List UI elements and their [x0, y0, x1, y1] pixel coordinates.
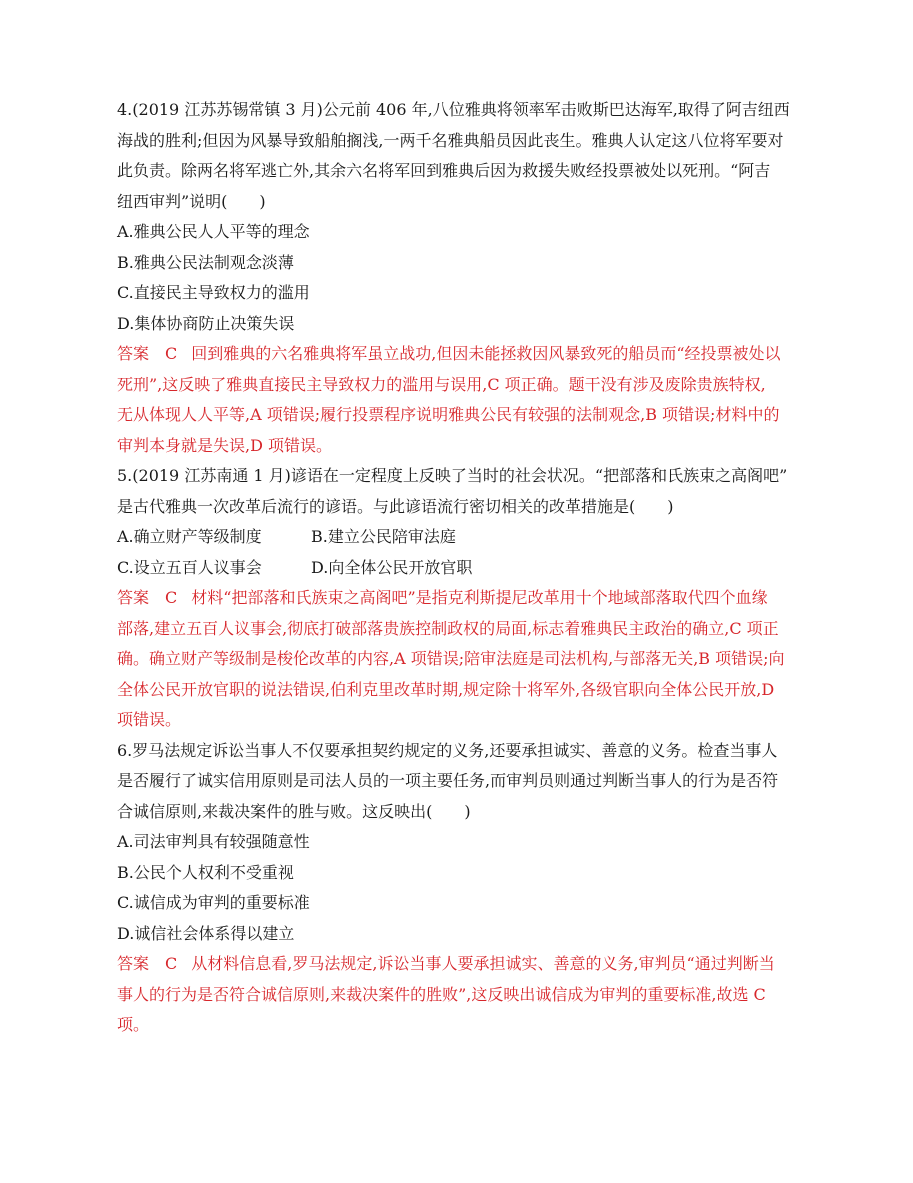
answer-explanation-line: 审判本身就是失误,D 项错误。: [117, 435, 333, 455]
option-a: A.雅典公民人人平等的理念: [117, 222, 310, 241]
option-a: A.确立财产等级制度: [117, 527, 262, 546]
answer-label: 答案: [117, 344, 150, 363]
answer-line: [117, 583, 797, 614]
answer-letter: C: [165, 344, 178, 363]
answer-line: [117, 949, 797, 980]
answer-explanation-line: 死刑”,这反映了雅典直接民主导致权力的滥用与误用,C 项正确。题干没有涉及废除贵族特权,: [117, 374, 766, 394]
option-row: [117, 522, 797, 553]
answer-explanation-line: 部落,建立五百人议事会,彻底打破部落贵族控制政权的局面,标志着雅典民主政治的确立,C 项正: [117, 618, 779, 638]
answer-explanation-line: 项。: [117, 1015, 150, 1034]
option-b: B.建立公民陪审法庭: [311, 527, 456, 546]
document-page: [117, 95, 797, 1041]
question-4-stem-line: 纽西审判”说明( ): [117, 191, 266, 211]
option-c: C.设立五百人议事会: [117, 557, 262, 577]
question-4: [117, 95, 797, 461]
answer-letter: C: [165, 954, 178, 973]
option-b: B.雅典公民法制观念淡薄: [117, 252, 294, 272]
answer-line: [117, 339, 797, 370]
answer-label: 答案: [117, 954, 150, 973]
question-5-stem-line: 5.(2019 江苏南通 1 月)谚语在一定程度上反映了当时的社会状况。“把部落和氏族束之高阁吧”: [117, 466, 788, 485]
question-6-stem-line: 是否履行了诚实信用原则是司法人员的一项主要任务,而审判员则通过判断当事人的行为是否符: [117, 771, 779, 790]
answer-explanation-line: 确。确立财产等级制是梭伦改革的内容,A 项错误;陪审法庭是司法机构,与部落无关,B 项错误;向: [117, 649, 785, 668]
option-b: B.公民个人权利不受重视: [117, 862, 294, 882]
option-d: D.集体协商防止决策失误: [117, 313, 295, 333]
question-5: [117, 461, 797, 736]
question-6-stem-line: 合诚信原则,来裁决案件的胜与败。这反映出( ): [117, 801, 471, 821]
option-d: D.诚信社会体系得以建立: [117, 923, 295, 943]
option-row: [117, 553, 797, 584]
question-5-stem-line: 是古代雅典一次改革后流行的谚语。与此谚语流行密切相关的改革措施是( ): [117, 496, 674, 516]
option-a: A.司法审判具有较强随意性: [117, 832, 310, 851]
answer-text: 材料“把部落和氏族束之高阁吧”是指克利斯提尼改革用十个地域部落取代四个血缘: [191, 588, 768, 607]
answer-explanation-line: 无从体现人人平等,A 项错误;履行投票程序说明雅典公民有较强的法制观念,B 项错误;材料中的: [117, 405, 780, 424]
answer-text: 回到雅典的六名雅典将军虽立战功,但因未能拯救因风暴致死的船员而“经投票被处以: [191, 344, 781, 363]
option-d: D.向全体公民开放官职: [311, 557, 473, 577]
answer-explanation-line: 事人的行为是否符合诚信原则,来裁决案件的胜败”,这反映出诚信成为审判的重要标准,故选 C: [117, 984, 766, 1004]
answer-explanation-line: 项错误。: [117, 710, 182, 729]
question-4-stem-line: 4.(2019 江苏苏锡常镇 3 月)公元前 406 年,八位雅典将领率军击败斯巴达海军,取得了阿吉纽西: [117, 100, 790, 119]
question-4-stem-line: 海战的胜利;但因为风暴导致船舶搁浅,一两千名雅典船员因此丧生。雅典人认定这八位将军要对: [117, 130, 784, 150]
answer-explanation-line: 全体公民开放官职的说法错误,伯利克里改革时期,规定除十将军外,各级官职向全体公民开放,D: [117, 679, 775, 699]
question-4-stem-line: 此负责。除两名将军逃亡外,其余六名将军回到雅典后因为救援失败经投票被处以死刑。“阿吉: [117, 161, 771, 180]
answer-text: 从材料信息看,罗马法规定,诉讼当事人要承担诚实、善意的义务,审判员“通过判断当: [191, 954, 775, 973]
question-6-stem-line: 6.罗马法规定诉讼当事人不仅要承担契约规定的义务,还要承担诚实、善意的义务。检查当事人: [117, 740, 778, 760]
question-6: [117, 736, 797, 1041]
answer-label: 答案: [117, 588, 150, 607]
option-c: C.诚信成为审判的重要标准: [117, 893, 310, 912]
answer-letter: C: [165, 588, 178, 607]
option-c: C.直接民主导致权力的滥用: [117, 283, 310, 302]
